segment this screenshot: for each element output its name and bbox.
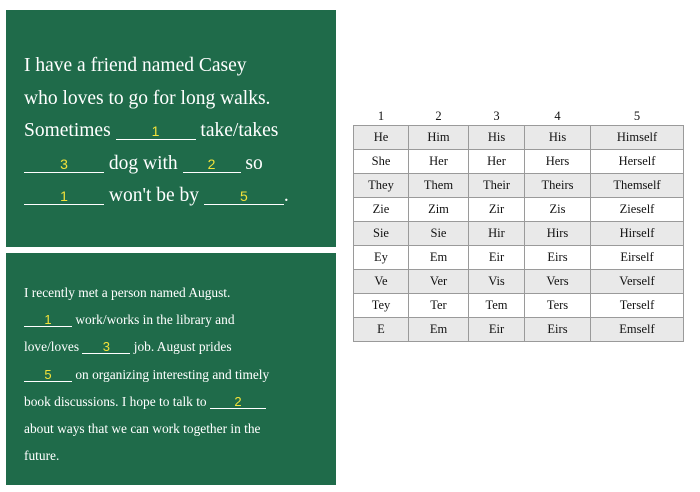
table-cell: Zis [525, 198, 591, 222]
table-cell: Ter [409, 294, 469, 318]
table-cell: Eir [469, 318, 525, 342]
table-cell: His [469, 126, 525, 150]
passage-text: take/takes [195, 120, 279, 141]
passage-text: on organizing interesting and timely [72, 366, 270, 382]
column-header: 4 [554, 109, 561, 123]
column-header: 3 [493, 109, 500, 123]
passage-text: who loves to go for long walks. [24, 87, 271, 109]
table-cell: Hir [469, 222, 525, 246]
passage-text: work/works in the library and [72, 312, 235, 328]
table-row [354, 222, 684, 246]
table-cell: Them [409, 174, 469, 198]
table-cell: His [525, 126, 591, 150]
table-cell: Zim [409, 198, 469, 222]
passage-text: about ways that we can work together in the [24, 420, 261, 436]
table-cell: Verself [591, 270, 684, 294]
table-cell: Hers [525, 150, 591, 174]
column-header: 2 [435, 109, 442, 123]
table-cell: Emself [591, 318, 684, 342]
table-cell: Em [409, 318, 469, 342]
table-header-row [354, 108, 684, 126]
table-cell: Em [409, 246, 469, 270]
passage-line [24, 333, 336, 360]
table-row [354, 318, 684, 342]
passage-line [24, 148, 336, 181]
table-cell: Ey [354, 246, 409, 270]
table-cell: Her [409, 150, 469, 174]
table-cell: Herself [591, 150, 684, 174]
table-row [354, 270, 684, 294]
passage-text: book discussions. I hope to talk to [24, 393, 210, 409]
pronoun-blank: 5 [24, 368, 72, 382]
passage-line [24, 50, 336, 83]
table-cell: Vers [525, 270, 591, 294]
table-cell: Tem [469, 294, 525, 318]
passage-text: I recently met a person named August. [24, 285, 231, 300]
passage-line [24, 415, 336, 442]
table-cell: E [354, 318, 409, 342]
casey-passage-card [6, 10, 336, 247]
passage-line [24, 115, 336, 148]
table-row [354, 150, 684, 174]
table-cell: Tey [354, 294, 409, 318]
passage-line [24, 306, 336, 333]
passage-text: so [240, 152, 263, 174]
pronoun-blank: 2 [210, 395, 266, 409]
table-cell: Him [409, 126, 469, 150]
table-cell: Terself [591, 294, 684, 318]
passage-text: won't be by [104, 185, 204, 206]
table-cell: Ters [525, 294, 591, 318]
passage-text: I have a friend named Casey [24, 55, 247, 76]
passage-text: Sometimes [24, 120, 116, 141]
passage-line [24, 279, 336, 306]
table-cell: Hirs [525, 222, 591, 246]
pronoun-blank: 1 [116, 124, 196, 140]
passage-text: dog with [104, 152, 183, 174]
pronoun-blank: 5 [204, 189, 284, 205]
table-cell: She [354, 150, 409, 174]
passage-text: future. [24, 448, 60, 464]
column-header: 5 [633, 109, 641, 123]
table-cell: Themself [591, 174, 684, 198]
pronoun-blank: 3 [82, 340, 130, 354]
passage-line [24, 361, 336, 388]
table-cell: Eir [469, 246, 525, 270]
table-row [354, 294, 684, 318]
table-cell: Sie [409, 222, 469, 246]
table-cell: Their [469, 174, 525, 198]
table-cell: Hirself [591, 222, 684, 246]
pronoun-blank: 2 [183, 157, 241, 173]
table-row [354, 126, 684, 150]
passage-text: . [283, 185, 289, 206]
table-cell: Eirself [591, 246, 684, 270]
table-cell: Ve [354, 270, 409, 294]
passage-line [24, 442, 336, 469]
august-passage-card [6, 253, 336, 485]
passage-line [24, 388, 336, 415]
pronoun-table [353, 108, 684, 342]
table-row [354, 198, 684, 222]
passage-line [24, 180, 336, 213]
pronoun-blank: 3 [24, 157, 104, 173]
table-cell: Zie [354, 198, 409, 222]
table-cell: Sie [354, 222, 409, 246]
table-cell: Himself [591, 126, 684, 150]
table-cell: Vis [469, 270, 525, 294]
table-cell: They [354, 174, 409, 198]
table-cell: Theirs [525, 174, 591, 198]
table-cell: Zieself [591, 198, 684, 222]
table-cell: Ver [409, 270, 469, 294]
passage-text: love/loves [24, 339, 83, 355]
passage-text: job. August prides [130, 339, 232, 355]
table-row [354, 174, 684, 198]
table-cell: He [354, 126, 409, 150]
table-cell: Zir [469, 198, 525, 222]
table-cell: Eirs [525, 246, 591, 270]
table-cell: Her [469, 150, 525, 174]
table-row [354, 246, 684, 270]
passage-line [24, 83, 336, 116]
pronoun-blank: 1 [24, 313, 72, 327]
table-cell: Eirs [525, 318, 591, 342]
column-header: 1 [377, 109, 385, 123]
pronoun-blank: 1 [24, 189, 104, 205]
